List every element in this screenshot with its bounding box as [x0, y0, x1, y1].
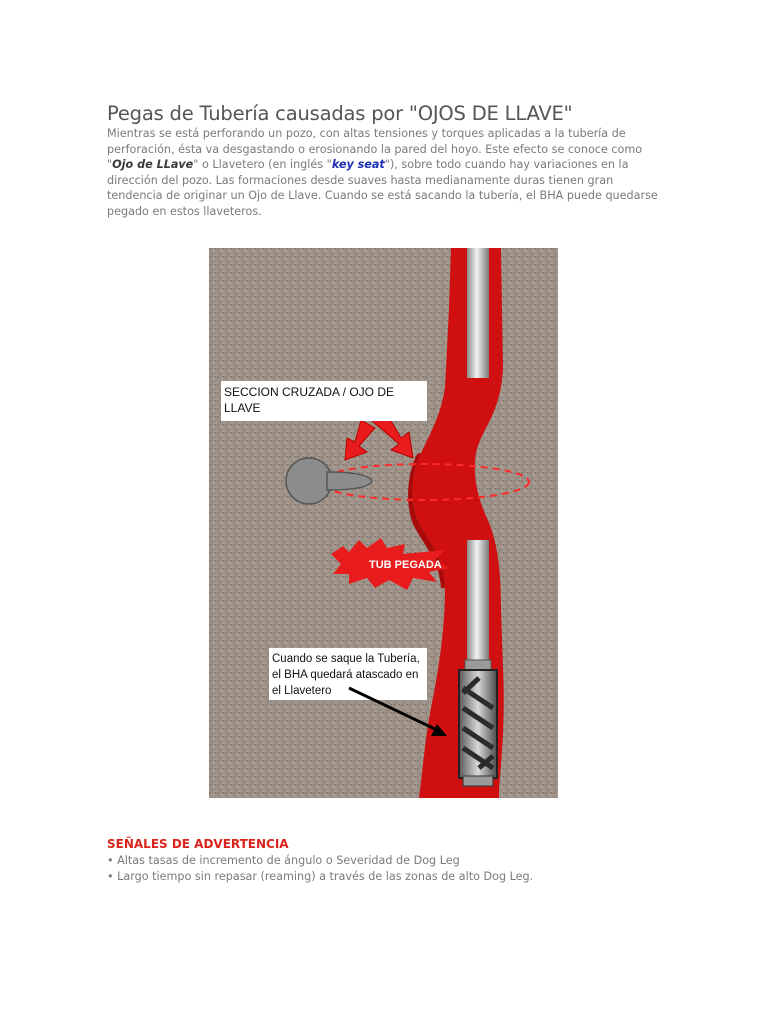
warning-signs-title: SEÑALES DE ADVERTENCIA	[107, 837, 289, 851]
label-bha-line3: el Llavetero	[272, 685, 332, 697]
drill-pipe-upper	[467, 248, 489, 378]
label-stuck-pipe-text: TUB PEGADA	[369, 559, 442, 571]
warning-signs-list	[107, 853, 533, 885]
keyword-ojo-de-llave: Ojo de LLave	[112, 158, 194, 172]
label-bha	[269, 648, 427, 700]
label-bha-line1: Cuando se saque la Tubería,	[272, 653, 420, 665]
diagram-svg	[209, 248, 558, 798]
label-bha-line2: el BHA quedará atascado en	[272, 669, 419, 681]
keyword-key-seat: key seat	[331, 158, 385, 172]
label-cross-section-line1: SECCION CRUZADA / OJO DE	[224, 385, 395, 399]
intro-text-1: Mientras se está perforando un pozo, con altas tensiones y torques aplicadas a la tubería de perforación, ésta va desgastando o erosionando la pared del hoyo. Este efecto se conoce como "	[107, 127, 643, 172]
key-seat-diagram	[209, 248, 558, 798]
intro-paragraph	[107, 126, 663, 220]
bha-assembly	[459, 670, 497, 786]
label-cross-section	[221, 381, 427, 421]
intro-text-3: "), sobre todo cuando hay variaciones en la dirección del pozo. Las formaciones desde suaves hasta medianamente duras tienen gran tendencia de originar un Ojo de Llave. Cuando se está sacando la tubería, el BHA puede quedarse pegado en estos llaveteros.	[107, 158, 658, 218]
drill-pipe-lower	[467, 540, 489, 670]
page-title: Pegas de Tubería causadas por "OJOS DE LLAVE"	[107, 102, 573, 125]
formation-rock	[209, 248, 558, 798]
warning-item: • Altas tasas de incremento de ángulo o Severidad de Dog Leg	[107, 853, 533, 869]
warning-item: • Largo tiempo sin repasar (reaming) a través de las zonas de alto Dog Leg.	[107, 869, 533, 885]
intro-text-2: " o Llavetero (en inglés "	[193, 158, 332, 172]
pipe-joint	[465, 660, 491, 670]
label-cross-section-line2: LLAVE	[224, 401, 261, 415]
